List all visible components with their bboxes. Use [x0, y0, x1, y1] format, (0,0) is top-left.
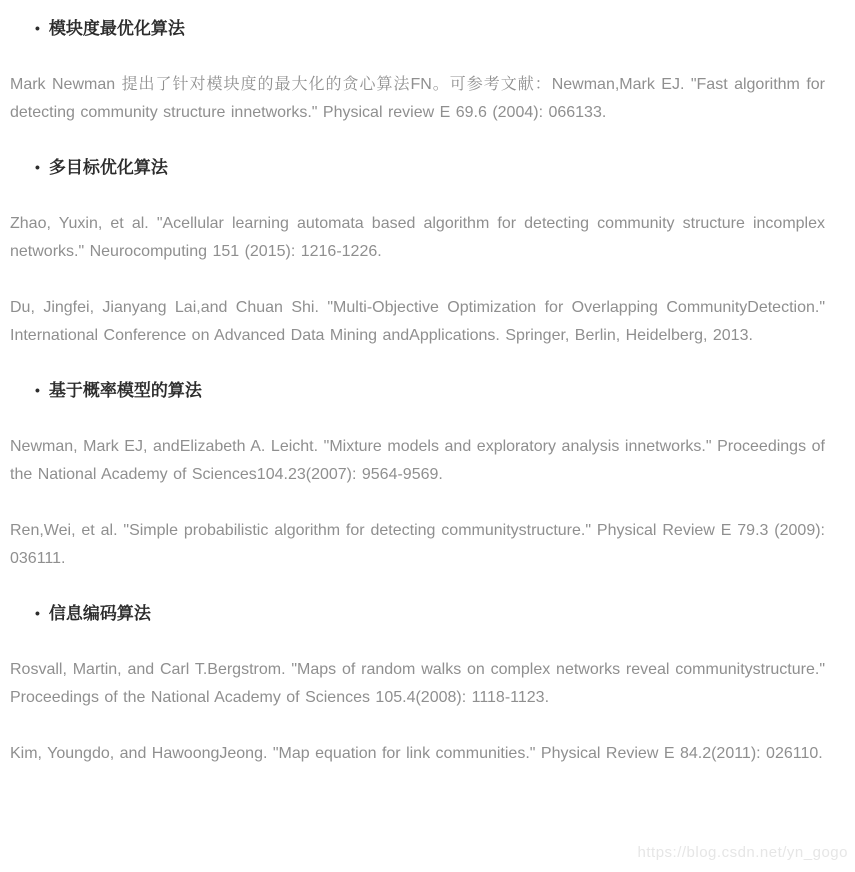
bullet-icon: • — [35, 605, 40, 621]
reference-paragraph: Du, Jingfei, Jianyang Lai,and Chuan Shi. "Multi-Objective Optimization for Overlapping CommunityDetection." International Conference on Advanced Data Mining andApplications. Springer, Berlin, Heidelberg, 2013. — [10, 299, 825, 344]
bullet-icon: • — [35, 20, 40, 36]
section-heading-2 — [35, 378, 825, 403]
csdn-watermark: https://blog.csdn.net/yn_gogo — [637, 844, 848, 861]
section-heading-0 — [35, 16, 825, 41]
section-heading-list — [10, 16, 825, 41]
bullet-icon: • — [35, 382, 40, 398]
reference-paragraph: Newman, Mark EJ, andElizabeth A. Leicht. "Mixture models and exploratory analysis innetworks." Proceedings of the National Academy of Sciences104.23(2007): 9564-9569. — [10, 438, 825, 483]
section-heading-label: 多目标优化算法 — [48, 158, 168, 177]
section-heading-list — [10, 601, 825, 626]
section-heading-label: 基于概率模型的算法 — [48, 381, 202, 400]
reference-paragraph: Rosvall, Martin, and Carl T.Bergstrom. "Maps of random walks on complex networks reveal communitystructure." Proceedings of the National Academy of Sciences 105.4(2008): 1118-1123. — [10, 661, 825, 706]
reference-paragraph: Ren,Wei, et al. "Simple probabilistic algorithm for detecting communitystructure." Physical Review E 79.3 (2009): 036111. — [10, 522, 825, 567]
reference-paragraph: Zhao, Yuxin, et al. "Acellular learning automata based algorithm for detecting community structure incomplex networks." Neurocomputing 151 (2015): 1216-1226. — [10, 215, 825, 260]
bullet-icon: • — [35, 159, 40, 175]
section-heading-list — [10, 155, 825, 180]
section-heading-1 — [35, 155, 825, 180]
reference-paragraph: Mark Newman 提出了针对模块度的最大化的贪心算法FN。可参考文献：Newman,Mark EJ. "Fast algorithm for detecting community structure innetworks." Physical review E 69.6 (2004): 066133. — [10, 76, 825, 121]
section-heading-label: 模块度最优化算法 — [48, 19, 185, 38]
section-heading-list — [10, 378, 825, 403]
section-heading-label: 信息编码算法 — [48, 604, 151, 623]
section-heading-3 — [35, 601, 825, 626]
reference-paragraph: Kim, Youngdo, and HawoongJeong. "Map equation for link communities." Physical Review E 84.2(2011): 026110. — [10, 745, 823, 762]
